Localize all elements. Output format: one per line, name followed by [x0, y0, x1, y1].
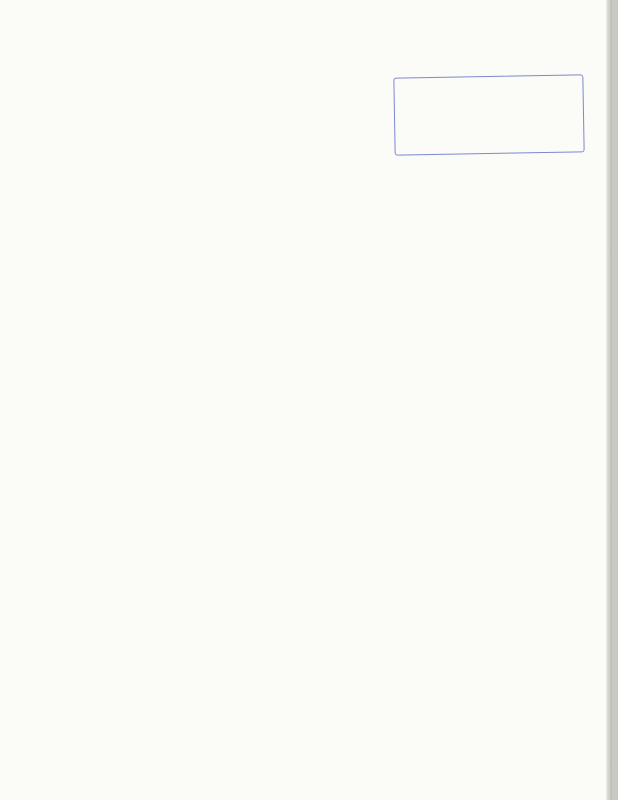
stamp-line [394, 77, 582, 80]
registration-stamp [393, 74, 584, 155]
stamp-line [394, 77, 582, 80]
stamp-line [394, 77, 582, 80]
paper-edge [606, 0, 612, 800]
stamp-line [394, 77, 582, 80]
stamp-line [394, 77, 582, 80]
stamp-line [394, 77, 582, 80]
stamp-line [394, 77, 582, 80]
